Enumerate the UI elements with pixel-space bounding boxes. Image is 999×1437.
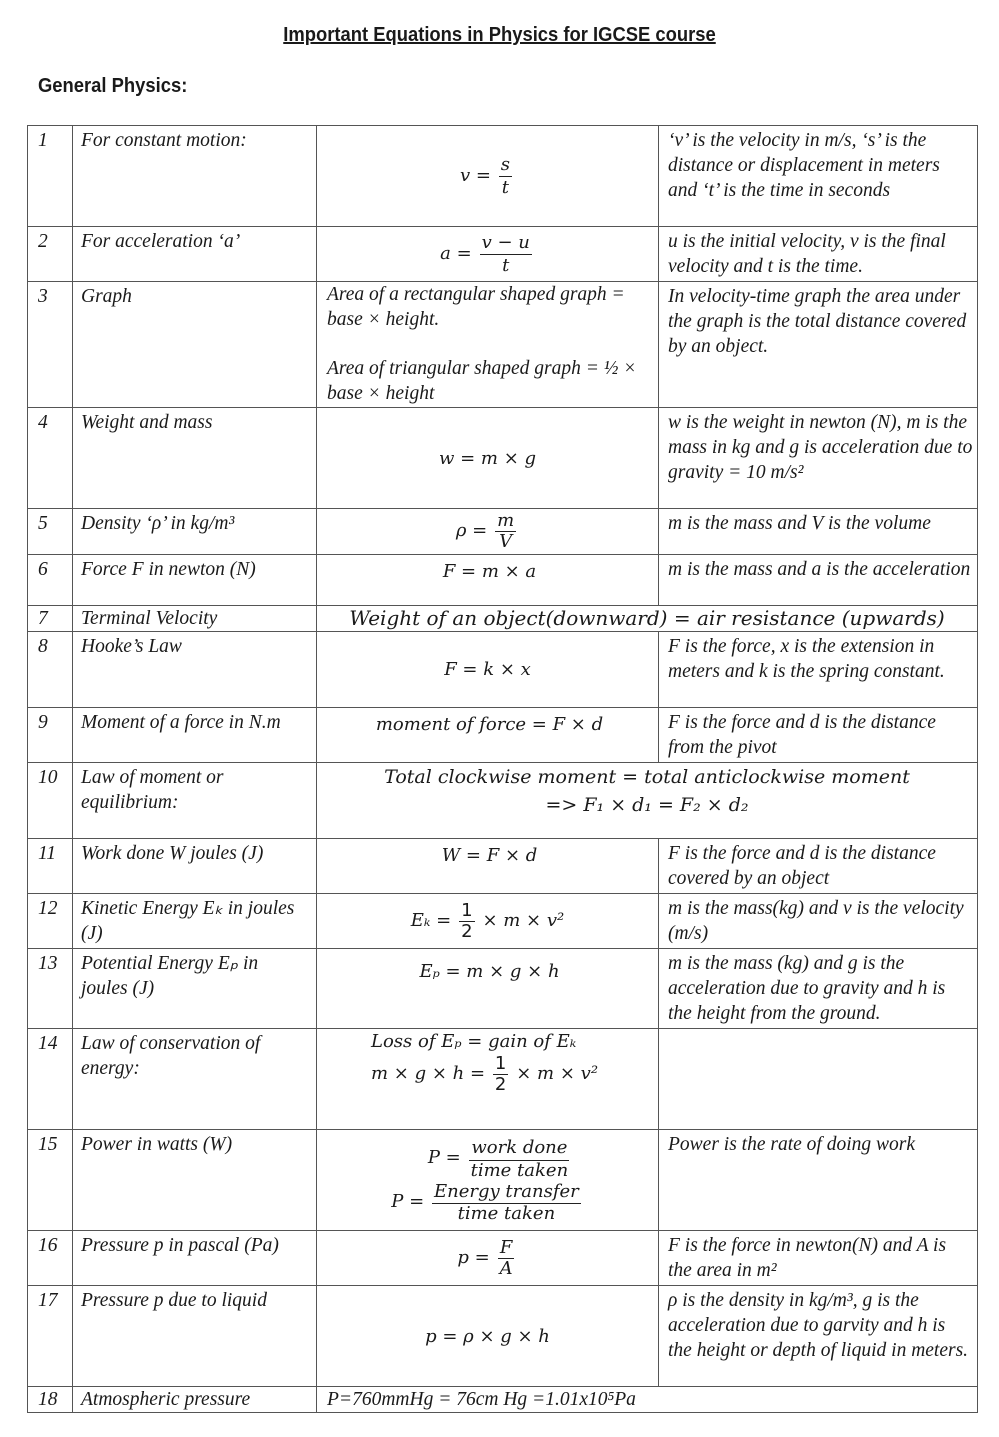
table-row bbox=[28, 708, 978, 763]
row-formula: Eₚ = m × g × h bbox=[317, 949, 659, 1029]
fraction-denominator: 2 bbox=[461, 920, 473, 942]
table-row bbox=[28, 408, 978, 509]
row-formula bbox=[317, 894, 659, 949]
row-topic: Pressure p due to liquid bbox=[73, 1286, 317, 1387]
row-formula bbox=[317, 763, 978, 839]
formula-line bbox=[371, 1054, 652, 1095]
formula-line: => F₁ × d₁ = F₂ × d₂ bbox=[545, 794, 749, 816]
row-formula bbox=[317, 1130, 659, 1231]
table-row bbox=[28, 632, 978, 708]
row-description: ‘v’ is the velocity in m/s, ‘s’ is the distance or displacement in meters and ‘t’ is the time in seconds bbox=[659, 126, 978, 227]
row-number: 10 bbox=[28, 763, 73, 839]
row-topic: Work done W joules (J) bbox=[73, 839, 317, 894]
row-topic: Potential Energy Eₚ in joules (J) bbox=[73, 949, 317, 1029]
fraction-denominator: 2 bbox=[494, 1074, 507, 1095]
fraction bbox=[495, 511, 516, 552]
formula-triangle-area: Area of triangular shaped graph = ½ × base × height bbox=[327, 358, 637, 404]
row-topic: Graph bbox=[73, 282, 317, 408]
table-row bbox=[28, 555, 978, 606]
row-description: m is the mass(kg) and v is the velocity (m/s) bbox=[659, 894, 978, 949]
row-number: 2 bbox=[28, 227, 73, 282]
row-formula bbox=[317, 509, 659, 555]
table-row bbox=[28, 1231, 978, 1286]
fraction-numerator: s bbox=[500, 153, 511, 175]
row-description bbox=[659, 1029, 978, 1130]
row-formula: w = m × g bbox=[317, 408, 659, 509]
row-topic: Force F in newton (N) bbox=[73, 555, 317, 606]
row-number: 13 bbox=[28, 949, 73, 1029]
row-formula bbox=[317, 227, 659, 282]
formula-lhs: v = bbox=[459, 164, 491, 186]
fraction bbox=[432, 1181, 581, 1224]
section-heading: General Physics: bbox=[38, 75, 188, 97]
row-description: ρ is the density in kg/m³, g is the acceleration due to garvity and h is the height or depth of liquid in meters. bbox=[659, 1286, 978, 1387]
row-number: 9 bbox=[28, 708, 73, 763]
table-row bbox=[28, 839, 978, 894]
table-row bbox=[28, 763, 978, 839]
row-topic: Pressure p in pascal (Pa) bbox=[73, 1231, 317, 1286]
equations-table bbox=[27, 125, 978, 1413]
table-row bbox=[28, 606, 978, 632]
formula-lhs: Eₖ = bbox=[410, 909, 452, 931]
row-number: 14 bbox=[28, 1029, 73, 1130]
formula-lhs: P = bbox=[391, 1190, 425, 1212]
row-formula bbox=[317, 1231, 659, 1286]
fraction-numerator: Energy transfer bbox=[434, 1181, 579, 1202]
fraction bbox=[493, 1054, 508, 1095]
row-number: 8 bbox=[28, 632, 73, 708]
row-description: F is the force, x is the extension in meters and k is the spring constant. bbox=[659, 632, 978, 708]
formula-rhs: × m × v² bbox=[482, 909, 565, 931]
row-number: 11 bbox=[28, 839, 73, 894]
row-topic: Hooke’s Law bbox=[73, 632, 317, 708]
row-topic: Power in watts (W) bbox=[73, 1130, 317, 1231]
row-formula: W = F × d bbox=[317, 839, 659, 894]
row-formula bbox=[317, 126, 659, 227]
table-row bbox=[28, 1387, 978, 1413]
formula-line: Total clockwise moment = total anticlockwise moment bbox=[384, 766, 910, 788]
page-title: Important Equations in Physics for IGCSE course bbox=[283, 24, 716, 46]
row-description: w is the weight in newton (N), m is the mass in kg and g is acceleration due to gravity = 10 m/s² bbox=[659, 408, 978, 509]
formula-line: Loss of Eₚ = gain of Eₖ bbox=[371, 1031, 577, 1052]
row-number: 7 bbox=[28, 606, 73, 632]
fraction-numerator: m bbox=[497, 510, 515, 531]
row-number: 6 bbox=[28, 555, 73, 606]
row-formula: F = k × x bbox=[317, 632, 659, 708]
row-number: 15 bbox=[28, 1130, 73, 1231]
row-number: 17 bbox=[28, 1286, 73, 1387]
table-row bbox=[28, 227, 978, 282]
row-description: In velocity-time graph the area under the graph is the total distance covered by an object. bbox=[659, 282, 978, 408]
formula-rectangle-area: Area of a rectangular shaped graph = base × height. bbox=[327, 284, 625, 330]
row-description: F is the force and d is the distance from the pivot bbox=[659, 708, 978, 763]
formula-lhs: ρ = bbox=[455, 519, 488, 541]
row-topic: Kinetic Energy Eₖ in joules (J) bbox=[73, 894, 317, 949]
formula-lhs: P = bbox=[427, 1146, 461, 1168]
row-description: F is the force and d is the distance covered by an object bbox=[659, 839, 978, 894]
row-topic: Terminal Velocity bbox=[73, 606, 317, 632]
row-description: F is the force in newton(N) and A is the area in m² bbox=[659, 1231, 978, 1286]
row-topic: Law of moment or equilibrium: bbox=[73, 763, 317, 839]
row-formula: p = ρ × g × h bbox=[317, 1286, 659, 1387]
formula-lhs: a = bbox=[440, 242, 472, 264]
table-row bbox=[28, 282, 978, 408]
fraction bbox=[480, 232, 532, 277]
table-row bbox=[28, 1286, 978, 1387]
row-description: Power is the rate of doing work bbox=[659, 1130, 978, 1231]
fraction-numerator: 1 bbox=[494, 1053, 507, 1074]
formula-lhs: p = bbox=[457, 1246, 490, 1268]
fraction-denominator: t bbox=[501, 176, 510, 198]
formula-lhs: m × g × h = bbox=[371, 1062, 486, 1084]
fraction-denominator: time taken bbox=[470, 1160, 569, 1181]
table-row bbox=[28, 126, 978, 227]
row-formula: Weight of an object(downward) = air resistance (upwards) bbox=[317, 606, 978, 632]
fraction-numerator: 1 bbox=[461, 899, 473, 921]
row-topic: Moment of a force in N.m bbox=[73, 708, 317, 763]
row-number: 4 bbox=[28, 408, 73, 509]
table-row bbox=[28, 894, 978, 949]
row-formula bbox=[317, 1029, 659, 1130]
row-topic: Law of conservation of energy: bbox=[73, 1029, 317, 1130]
row-topic: For constant motion: bbox=[73, 126, 317, 227]
row-number: 12 bbox=[28, 894, 73, 949]
row-number: 16 bbox=[28, 1231, 73, 1286]
formula-line bbox=[317, 1181, 658, 1224]
formula-line bbox=[343, 1136, 658, 1181]
fraction-denominator: A bbox=[499, 1257, 513, 1279]
fraction-numerator: F bbox=[499, 1236, 513, 1258]
fraction-denominator: time taken bbox=[457, 1203, 556, 1224]
fraction bbox=[499, 154, 512, 199]
row-description: m is the mass and a is the acceleration bbox=[659, 555, 978, 606]
row-topic: Weight and mass bbox=[73, 408, 317, 509]
row-number: 5 bbox=[28, 509, 73, 555]
table-row bbox=[28, 509, 978, 555]
row-topic: Atmospheric pressure bbox=[73, 1387, 317, 1413]
table-row bbox=[28, 949, 978, 1029]
fraction-denominator: V bbox=[499, 531, 513, 552]
fraction bbox=[469, 1136, 571, 1181]
fraction-numerator: v − u bbox=[481, 231, 530, 253]
row-number: 18 bbox=[28, 1387, 73, 1413]
row-formula: F = m × a bbox=[317, 555, 659, 606]
row-number: 1 bbox=[28, 126, 73, 227]
row-number: 3 bbox=[28, 282, 73, 408]
fraction bbox=[459, 901, 474, 942]
row-topic: For acceleration ‘a’ bbox=[73, 227, 317, 282]
row-formula: P=760mmHg = 76cm Hg =1.01x10⁵Pa bbox=[317, 1387, 978, 1413]
table-row bbox=[28, 1029, 978, 1130]
row-description: u is the initial velocity, v is the final velocity and t is the time. bbox=[659, 227, 978, 282]
fraction-numerator: work done bbox=[469, 1136, 569, 1161]
row-formula bbox=[317, 282, 659, 408]
formula-rhs: × m × v² bbox=[516, 1062, 599, 1084]
row-description: m is the mass (kg) and g is the acceleration due to gravity and h is the height from the ground. bbox=[659, 949, 978, 1029]
row-description: m is the mass and V is the volume bbox=[659, 509, 978, 555]
fraction bbox=[498, 1238, 515, 1279]
table-row bbox=[28, 1130, 978, 1231]
fraction-denominator: t bbox=[502, 254, 510, 276]
row-formula: moment of force = F × d bbox=[317, 708, 659, 763]
row-topic: Density ‘ρ’ in kg/m³ bbox=[73, 509, 317, 555]
